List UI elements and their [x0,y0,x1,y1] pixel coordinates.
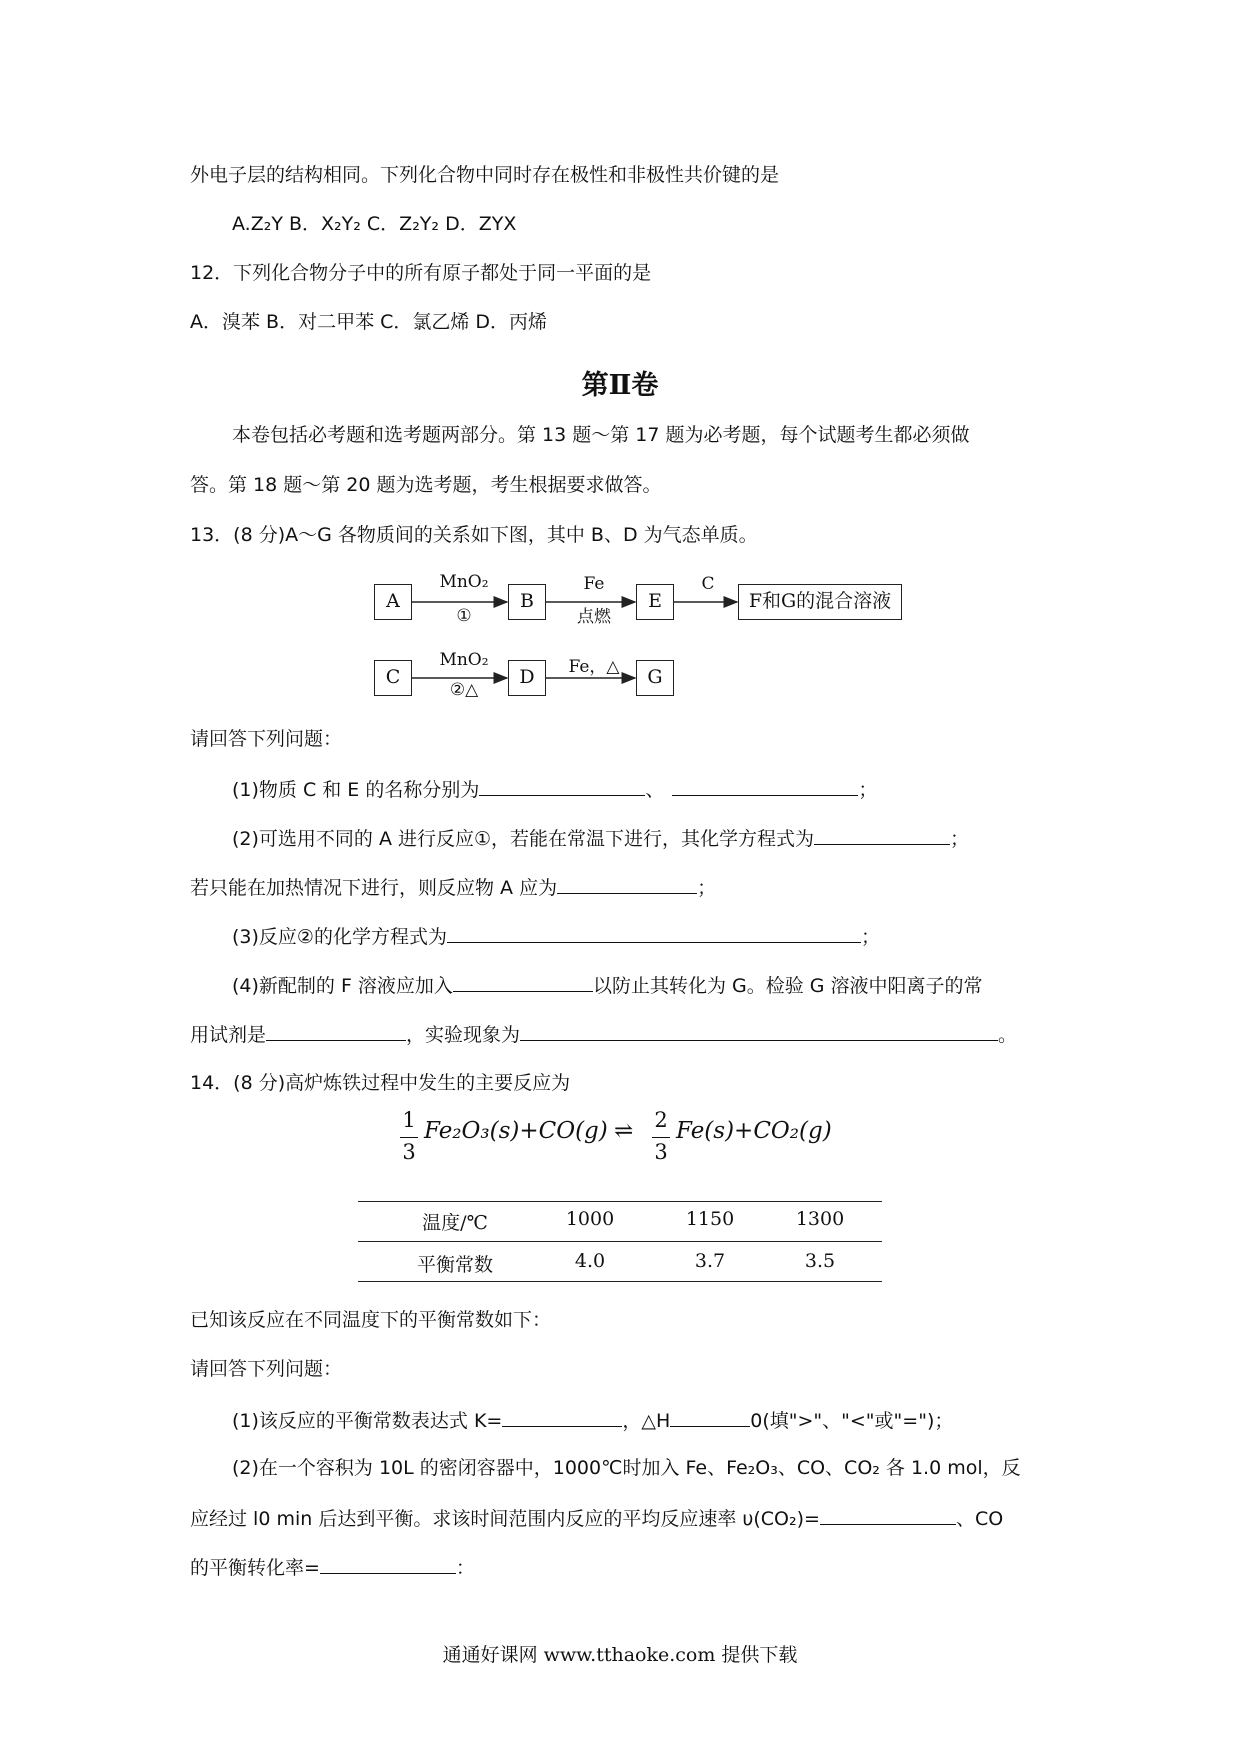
table-mid-rule [358,1241,882,1242]
q13-part-2b [190,873,716,901]
table-cell: 1300 [795,1208,845,1230]
node-fg-mixture: F和G的混合溶液 [738,584,902,620]
eq-left-side: Fe₂O₃(s)+CO(g) [424,1118,608,1144]
q11-options: A.Z₂Y B．X₂Y₂ C．Z₂Y₂ D．ZYX [232,213,517,235]
table-cell: 3.7 [694,1250,726,1272]
arrow-1-below: ① [456,606,472,626]
q14-p2-blank-rate[interactable] [820,1504,956,1525]
q13-p4-blank-reagent[interactable] [266,1020,406,1041]
q11-text: 外电子层的结构相同。下列化合物中同时存在极性和非极性共价键的是 [190,164,780,186]
q13-p2-blank-reactant[interactable] [557,873,697,894]
q14-prompt: 请回答下列问题： [190,1358,343,1380]
arrow-1-above: MnO₂ [439,572,489,592]
q13-p4-text-d: ，实验现象为 [406,1024,521,1046]
q14-p2-text-c: 的平衡转化率= [190,1557,320,1579]
q13-p4-blank-additive[interactable] [453,971,593,992]
q13-p1-end: ； [858,779,878,801]
node-a: A [374,584,412,620]
table-cell: 3.5 [804,1250,836,1272]
q13-part-3 [232,922,880,950]
q14-p2-text-b: 、CO [955,1508,1004,1530]
q13-p4-text: (4)新配制的 F 溶液应加入 [232,975,453,997]
table-cell: 4.0 [574,1250,606,1272]
arrow-2-below: 点燃 [577,607,611,627]
q14-stem: 14．(8 分)高炉炼铁过程中发生的主要反应为 [190,1072,571,1094]
section-title: 第Ⅱ卷 [581,370,659,401]
node-e: E [636,584,674,620]
eq-right-side: Fe(s)+CO₂(g) [676,1118,832,1144]
q14-part-2b [190,1504,1003,1532]
q13-stem: 13．(8 分)A～G 各物质间的关系如下图，其中 B、D 为气态单质。 [190,524,758,546]
q14-note: 已知该反应在不同温度下的平衡常数如下： [190,1309,552,1331]
q14-p1-text-b: ，△H [622,1410,671,1432]
eq-right-coef-num: 2 [654,1108,668,1132]
arrow-4-above: MnO₂ [439,650,489,670]
eq-right-coef-den: 3 [654,1140,668,1164]
q13-p2-end: ； [950,828,970,850]
table-cell: 1150 [685,1208,735,1230]
q12-stem: 12．下列化合物分子中的所有原子都处于同一平面的是 [190,262,652,284]
intro-line-2: 答。第 18 题～第 20 题为选考题，考生根据要求做答。 [190,474,662,496]
q13-p4-text-c: 用试剂是 [190,1024,267,1046]
q14-part-1 [232,1406,953,1434]
arrow-5-above: Fe，△ [568,657,620,677]
q14-p1-blank-dh[interactable] [670,1406,750,1427]
q13-p1-blank-e[interactable] [672,775,858,796]
q13-p4-blank-phenomenon[interactable] [520,1020,998,1041]
eq-left-coef-den: 3 [402,1140,416,1164]
q13-p2-blank-equation[interactable] [814,824,950,845]
q14-p1-text-c: 0(填">"、"<"或"=")； [750,1410,954,1432]
q14-part-2c [190,1553,475,1581]
q14-p2-blank-conversion[interactable] [320,1553,456,1574]
q13-p3-end: ； [860,926,880,948]
q13-part-2 [232,824,969,852]
q13-p2b-text: 若只能在加热情况下进行，则反应物 A 应为 [190,877,558,899]
q13-p1-sep: 、 [645,779,665,801]
table-header-temperature: 温度/℃ [422,1212,488,1234]
q13-p3-blank[interactable] [447,922,861,943]
arrow-4-below: ②△ [449,680,479,700]
q13-p1-blank-c[interactable] [479,775,645,796]
arrow-2-above: Fe [583,574,605,594]
q14-p1-blank-k[interactable] [502,1406,622,1427]
q12-options: A．溴苯 B．对二甲苯 C．氯乙烯 D．丙烯 [190,311,548,333]
q13-prompt: 请回答下列问题： [190,728,343,750]
intro-line-1: 本卷包括必考题和选考题两部分。第 13 题～第 17 题为必考题，每个试题考生都必须做 [232,424,970,446]
eq-left-coef-num: 1 [402,1108,416,1132]
eq-right-fraction-bar [652,1137,670,1138]
q14-p2-end: ： [455,1557,475,1579]
table-top-rule [358,1201,882,1202]
q13-p2-text: (2)可选用不同的 A 进行反应①，若能在常温下进行，其化学方程式为 [232,828,815,850]
node-d: D [508,660,546,696]
q13-p4-text-b: 以防止其转化为 G。检验 G 溶液中阳离子的常 [592,975,983,997]
table-header-constant: 平衡常数 [416,1254,493,1276]
table-bottom-rule [358,1281,882,1282]
q14-part-2: (2)在一个容积为 10L 的密闭容器中，1000℃时加入 Fe、Fe₂O₃、CO、CO₂ 各 1.0 mol，反 [232,1457,1021,1479]
q13-part-1 [232,775,877,803]
node-c: C [374,660,412,696]
q13-p4-end: 。 [998,1024,1018,1046]
q13-p2b-end: ； [697,877,717,899]
eq-left-fraction-bar [400,1137,418,1138]
table-cell: 1000 [565,1208,615,1230]
q13-part-4 [232,971,983,999]
arrow-3-above: C [701,574,715,594]
q14-p1-text: (1)该反应的平衡常数表达式 K= [232,1410,503,1432]
q13-p1-text: (1)物质 C 和 E 的名称分别为 [232,779,480,801]
node-b: B [508,584,546,620]
q13-part-4b [190,1020,1017,1048]
q14-p2-text-a: 应经过 l0 min 后达到平衡。求该时间范围内反应的平均反应速率 υ(CO₂)= [190,1508,820,1530]
node-g: G [636,660,674,696]
page-footer: 通通好课网 www.tthaoke.com 提供下载 [442,1644,798,1666]
eq-arrow: ⇌ [614,1118,634,1144]
q13-p3-text: (3)反应②的化学方程式为 [232,926,447,948]
